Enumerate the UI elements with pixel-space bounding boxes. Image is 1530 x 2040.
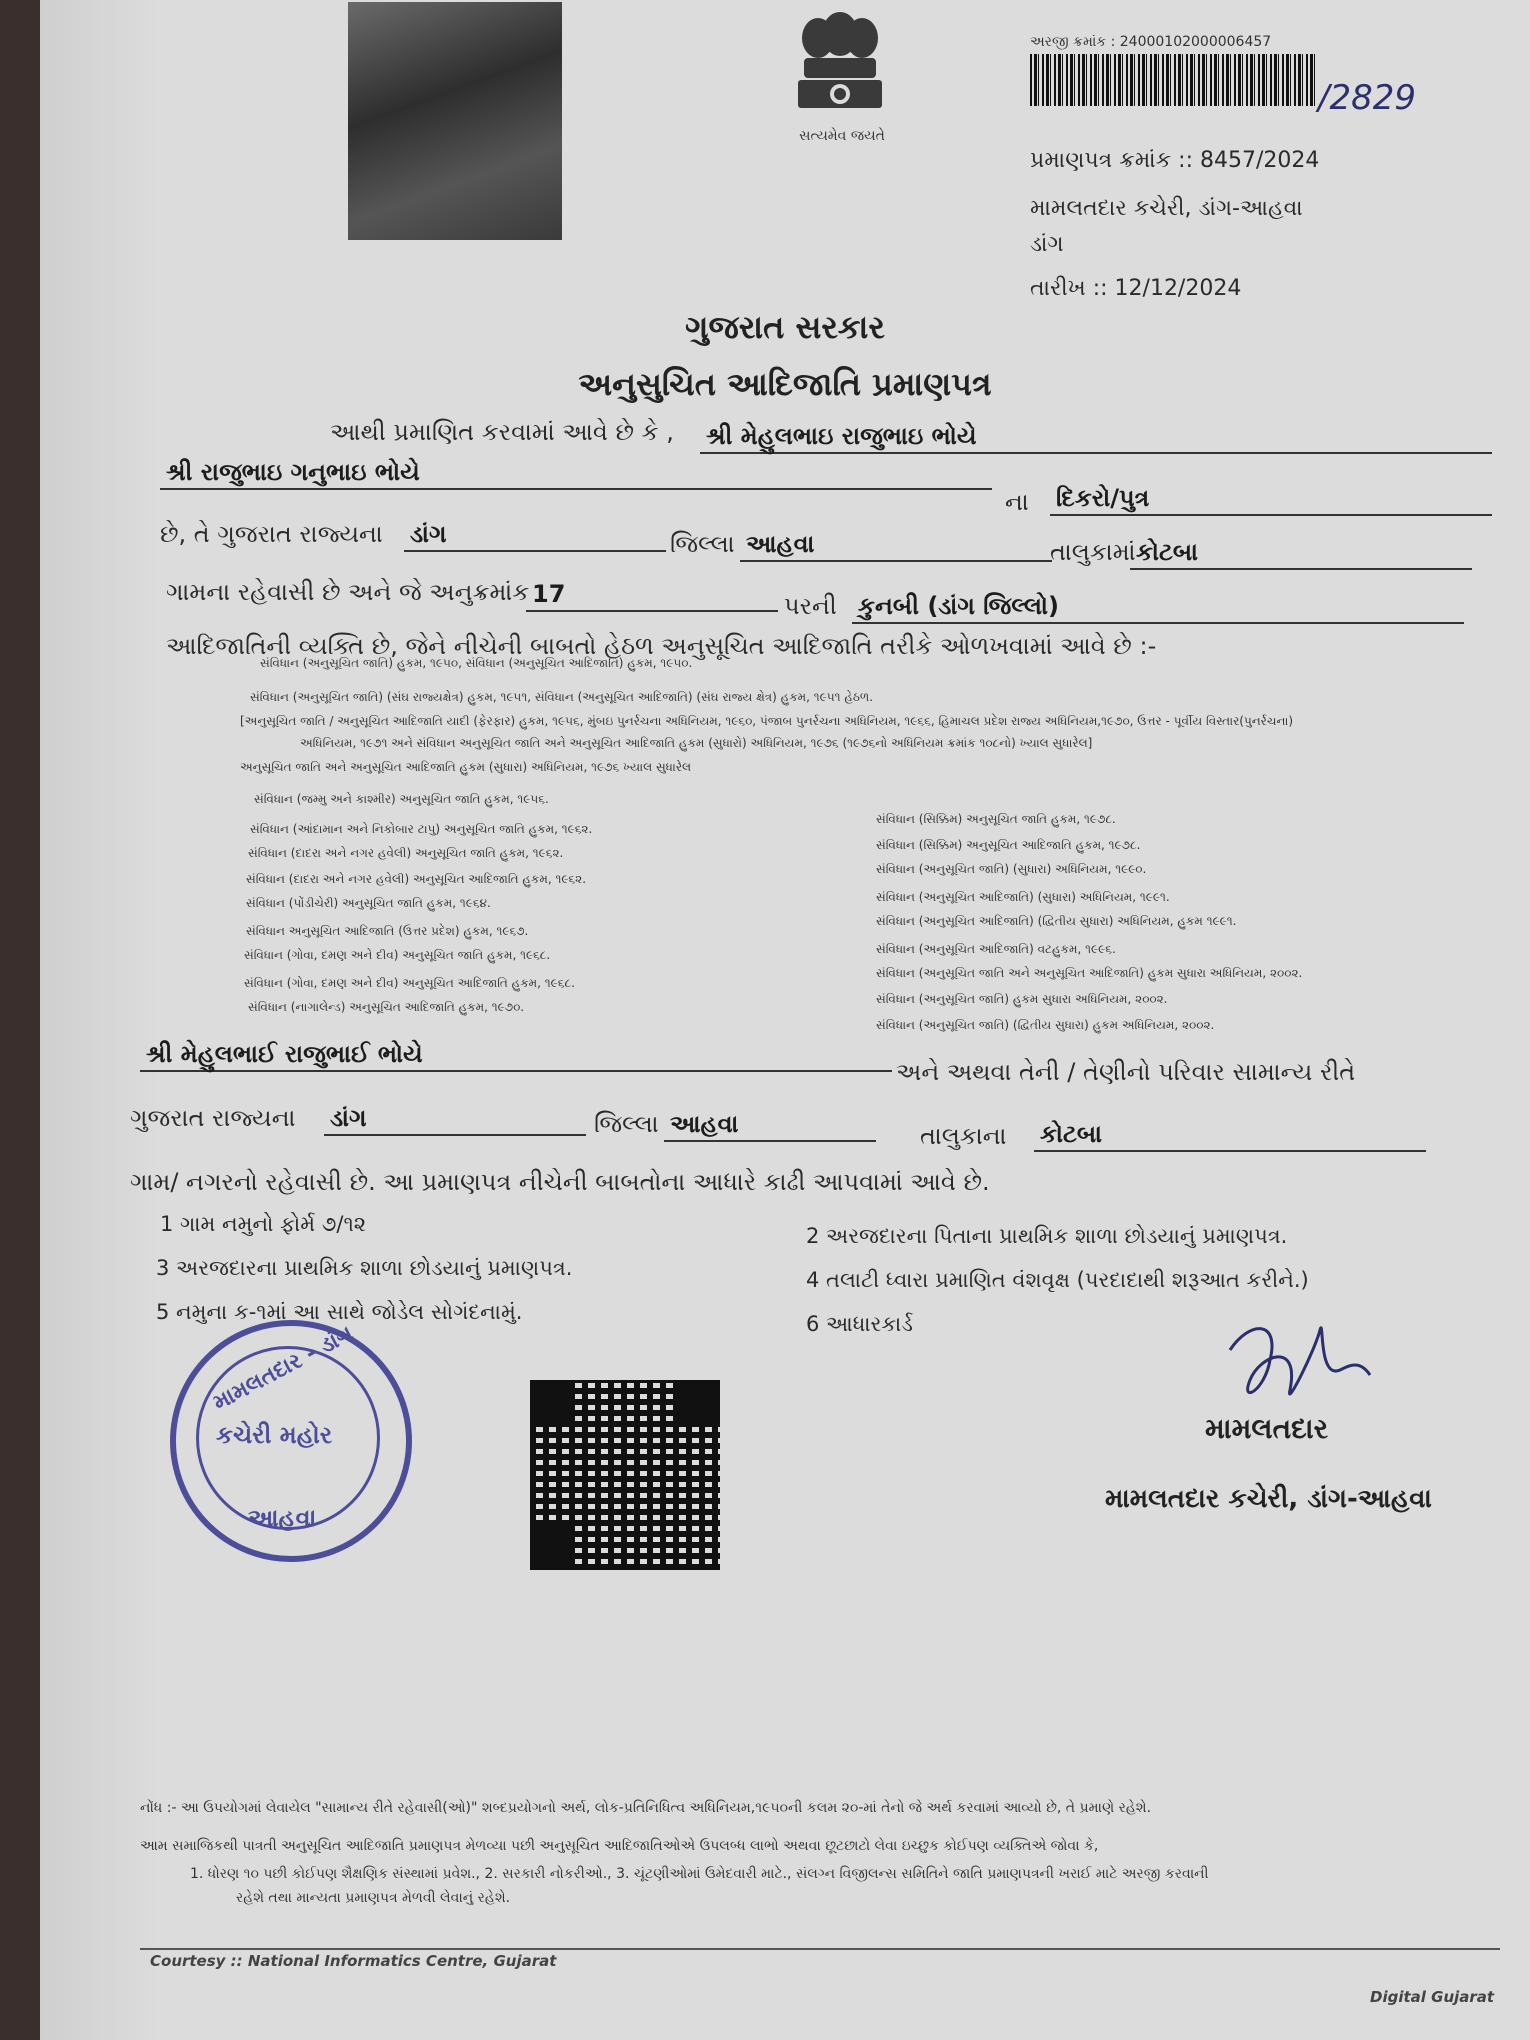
act-line: અધિનિયમ, ૧૯૭૧ અને સંવિધાન અનુસૂચિત જાતિ અને અનુસૂચિત આદિજાતિ હુકમ (સુધારો) અધિનિયમ, ૧૯૭૬ (૧૯૭૬નો અધિનિયમ ક્રમાંક ૧૦૮નો) ખ્યાલ સુધારેલ] xyxy=(300,736,1093,750)
government-title: ગુજરાત સરકાર xyxy=(685,308,885,346)
father-name: શ્રી રાજુભાઇ ગનુભાઇ ભોયે xyxy=(160,458,992,490)
document-item: 4 તલાટી ધ્વારા પ્રમાણિત વંશવૃક્ષ (પરદાદાથી શરૂઆત કરીને.) xyxy=(806,1268,1309,1292)
signature-icon xyxy=(1220,1310,1380,1420)
tribe-name: કુનબી (ડાંગ જિલ્લો) xyxy=(852,592,1464,624)
state-emblem-icon xyxy=(780,0,900,140)
act-left-line: સંવિધાન (નાગાલેન્ડ) અનુસૂચિત આદિજાતિ હુકમ, ૧૯૭૦. xyxy=(248,1000,525,1014)
footer-divider xyxy=(140,1948,1500,1950)
document-item: 6 આધારકાર્ડ xyxy=(806,1312,913,1336)
tribe-sentence: આદિજાતિની વ્યક્તિ છે, જેને નીચેની બાબતો હેઠળ અનુસૂચિત આદિજાતિ તરીકે ઓળખવામાં આવે છે :- xyxy=(166,632,1157,660)
act-right-line: સંવિધાન (અનુસૂચિત જાતિ) (સુધારા) અધિનિયમ, ૧૯૯૦. xyxy=(876,862,1147,876)
applicant-photo xyxy=(348,2,562,240)
applicant-name-2: શ્રી મેહુલભાઈ રાજુભાઈ ભોયે xyxy=(140,1040,892,1072)
act-right-line: સંવિધાન (સિક્કિમ) અનુસૂચિત જાતિ હુકમ, ૧૯૭૮. xyxy=(876,812,1116,826)
barcode xyxy=(1030,54,1315,106)
act-left-line: સંવિધાન (પોંડીચેરી) અનુસૂચિત જાતિ હુકમ, ૧૯૬૪. xyxy=(246,896,491,910)
act-right-line: સંવિધાન (અનુસૂચિત આદિજાતિ) (સુધારા) અધિનિયમ, ૧૯૯૧. xyxy=(876,890,1170,904)
document-item: 1 ગામ નમુનો ફોર્મ ૭/૧૨ xyxy=(160,1212,367,1236)
act-right-line: સંવિધાન (અનુસૂચિત જાતિ અને અનુસૂચિત આદિજાતિ) હુકમ સુધારા અધિનિયમ, ૨૦૦૨. xyxy=(876,966,1303,980)
footer-courtesy: Courtesy :: National Informatics Centre, Gujarat xyxy=(150,1952,557,1970)
certificate-number: પ્રમાણપત્ર ક્રમાંક :: 8457/2024 xyxy=(1030,148,1320,173)
district-value: ડાંગ xyxy=(404,520,666,552)
act-left-line: સંવિધાન (દાદરા અને નગર હવેલી) અનુસૂચિત જાતિ હુકમ, ૧૯૬૨. xyxy=(248,846,564,860)
taluka-label: તાલુકામાં xyxy=(1050,538,1136,566)
act-line: સંવિધાન (અનુસૂચિત જાતિ) (સંઘ રાજ્યક્ષેત્ર) હુકમ, ૧૯૫૧, સંવિધાન (અનુસૂચિત આદિજાતિ) (સંઘ રાજ્ય ક્ષેત્ર) હુકમ, ૧૯૫૧ હેઠળ. xyxy=(250,690,874,704)
document-item: 5 નમુના ક-૧માં આ સાથે જોડેલ સોગંદનામું. xyxy=(156,1300,523,1324)
act-right-line: સંવિધાન (અનુસૂચિત જાતિ) હુકમ સુધારા અધિનિયમ, ૨૦૦૨. xyxy=(876,992,1168,1006)
office-seal xyxy=(170,1320,412,1562)
family-label: અને અથવા તેની / તેણીનો પરિવાર સામાન્ય રીતે xyxy=(896,1058,1356,1086)
district-value-2: ડાંગ xyxy=(324,1104,586,1136)
act-left-line: સંવિધાન (દાદરા અને નગર હવેલી) અનુસૂચિત આદિજાતિ હુકમ, ૧૯૬૨. xyxy=(246,872,587,886)
act-left-line: સંવિધાન (ગોવા, દમણ અને દીવ) અનુસૂચિત આદિજાતિ હુકમ, ૧૯૬૮. xyxy=(244,976,575,990)
act-line: સંવિધાન (અનુસૂચિત જાતિ) હુકમ, ૧૯૫૦, સંવિધાન (અનુસૂચિત આદિજાતિ) હુકમ, ૧૯૫૦. xyxy=(260,656,693,670)
document-item: 3 અરજદારના પ્રાથમિક શાળા છોડયાનું પ્રમાણપત્ર. xyxy=(156,1256,573,1280)
na-label: ના xyxy=(1005,488,1029,516)
handwritten-number: /2829 xyxy=(1318,78,1416,118)
emblem-motto: સત્યમેવ જયતે xyxy=(799,128,885,144)
note-line: આમ સમાજિકથી પાત્રતી અનુસૂચિત આદિજાતિ પ્રમાણપત્ર મેળવ્યા પછી અનુસૂચિત આદિજાતિઓએ ઉપલબ્ધ લાભો અથવા છૂટછાટો લેવા ઇચ્છુક કોઈપણ વ્યક્તિએ જોવા કે, xyxy=(140,1838,1099,1854)
document-item: 2 અરજદારના પિતાના પ્રાથમિક શાળા છોડયાનું પ્રમાણપત્ર. xyxy=(806,1224,1288,1248)
footer-brand: Digital Gujarat xyxy=(1370,1988,1495,2006)
taluka-label-2: તાલુકાના xyxy=(920,1122,1007,1150)
act-right-line: સંવિધાન (સિક્કિમ) અનુસૂચિત આદિજાતિ હુકમ, ૧૯૭૮. xyxy=(876,838,1141,852)
act-left-line: સંવિધાન (જમ્મુ અને કાશ્મીર) અનુસૂચિત જાતિ હુકમ, ૧૯૫૬. xyxy=(254,792,549,806)
qr-code xyxy=(530,1380,720,1570)
act-line: અનુસૂચિત જાતિ અને અનુસૂચિત આદિજાતિ હુકમ (સુધારા) અધિનિયમ, ૧૯૭૬ ખ્યાલ સુધારેલ xyxy=(240,760,692,774)
act-line: [અનુસૂચિત જાતિ / અનુસૂચિત આદિજાતિ યાદી (ફેરફાર) હુકમ, ૧૯૫૬, મુંબઇ પુનર્રચના અધિનિયમ, ૧૯૬૦, પંજાબ પુનર્રચના અધિનિયમ, ૧૯૬૬, હિમાચલ પ્રદેશ રાજ્ય અધિનિયમ,૧૯૭૦, ઉત્તર - પૂર્વીય વિસ્તાર(પુનર્રચના) xyxy=(240,714,1294,728)
paper-shadow xyxy=(40,0,160,2040)
relation: દિકરો/પુત્ર xyxy=(1050,484,1492,516)
applicant-name: શ્રી મેહુલભાઇ રાજુભાઇ ભોયે xyxy=(700,422,1492,454)
seal-bottom-text: આહવા xyxy=(248,1504,317,1532)
signatory-title: મામલતદાર xyxy=(1205,1412,1329,1445)
act-right-line: સંવિધાન (અનુસૂચિત આદિજાતિ) (દ્વિતીય સુધારા) અધિનિયમ, હુકમ ૧૯૯૧. xyxy=(876,914,1237,928)
signatory-office: મામલતદાર કચેરી, ડાંગ-આહવા xyxy=(1105,1484,1432,1514)
act-right-line: સંવિધાન (અનુસૂચિત આદિજાતિ) વટહુકમ, ૧૯૯૬. xyxy=(876,942,1116,956)
serial-number: 17 xyxy=(526,580,778,612)
district2-value-2: આહવા xyxy=(664,1110,876,1142)
certificate-paper xyxy=(40,0,1530,2040)
act-left-line: સંવિધાન (આંદામાન અને નિકોબાર ટાપુ) અનુસૂચિત જાતિ હુકમ, ૧૯૬૨. xyxy=(250,822,593,836)
issuing-office: મામલતદાર કચેરી, ડાંગ-આહવા xyxy=(1030,196,1303,221)
note-line: 1. ધોરણ ૧૦ પછી કોઈપણ શૈક્ષણિક સંસ્થામાં પ્રવેશ., 2. સરકારી નોકરીઓ., 3. ચૂંટણીઓમાં ઉમેદવારી માટે., સંલગ્ન વિજીલન્સ સમિતિને જાતિ પ્રમાણપત્રની ખરાઈ માટે અરજી કરવાની xyxy=(190,1866,1209,1882)
certify-label: આથી પ્રમાણિત કરવામાં આવે છે કે , xyxy=(330,418,674,446)
parni-label: પરની xyxy=(784,592,837,620)
basis-sentence: ગામ/ નગરનો રહેવાસી છે. આ પ્રમાણપત્ર નીચેની બાબતોના આધારે કાઢી આપવામાં આવે છે. xyxy=(130,1168,990,1196)
issuing-district: ડાંગ xyxy=(1030,232,1064,257)
certificate-title: અનુસુચિત આદિજાતિ પ્રમાણપત્ર xyxy=(578,365,992,403)
issue-date: તારીખ :: 12/12/2024 xyxy=(1030,276,1242,301)
application-number: અરજી ક્રમાંક : 24000102000006457 xyxy=(1030,34,1272,50)
village-value: કોટબા xyxy=(1130,538,1472,570)
act-right-line: સંવિધાન (અનુસૂચિત જાતિ) (દ્વિતીય સુધારા) હુકમ અધિનિયમ, ૨૦૦૨. xyxy=(876,1018,1215,1032)
state-label-2: ગુજરાત રાજ્યના xyxy=(130,1104,296,1132)
act-left-line: સંવિધાન અનુસૂચિત આદિજાતિ (ઉત્તર પ્રદેશ) હુકમ, ૧૯૬૭. xyxy=(246,924,529,938)
state-label: છે, તે ગુજરાત રાજ્યના xyxy=(160,520,383,548)
district-label: જિલ્લા xyxy=(670,530,735,558)
note-line: નોંધ :- આ ઉપયોગમાં લેવાયેલ "સામાન્ય રીતે રહેવાસી(ઓ)" શબ્દપ્રયોગનો અર્થ, લોક-પ્રતિનિધિત્વ અધિનિયમ,૧૯૫૦ની કલમ ૨૦-માં તેનો જે અર્થ કરવામાં આવ્યો છે, તે પ્રમાણે રહેશે. xyxy=(140,1800,1152,1816)
seal-top-text: મામલતદાર - ડાંગ xyxy=(209,1321,358,1416)
act-left-line: સંવિધાન (ગોવા, દમણ અને દીવ) અનુસૂચિત જાતિ હુકમ, ૧૯૬૮. xyxy=(244,948,551,962)
seal-middle-text: કચેરી મહોર xyxy=(216,1421,333,1449)
resident-label: ગામના રહેવાસી છે અને જે અનુક્રમાંક xyxy=(166,578,530,606)
district2-value: આહવા xyxy=(740,530,1052,562)
district-label-2: જિલ્લા xyxy=(594,1110,659,1138)
note-line: રહેશે તથા માન્યતા પ્રમાણપત્ર મેળવી લેવાનું રહેશે. xyxy=(236,1890,511,1906)
village-value-2: કોટબા xyxy=(1034,1120,1426,1152)
